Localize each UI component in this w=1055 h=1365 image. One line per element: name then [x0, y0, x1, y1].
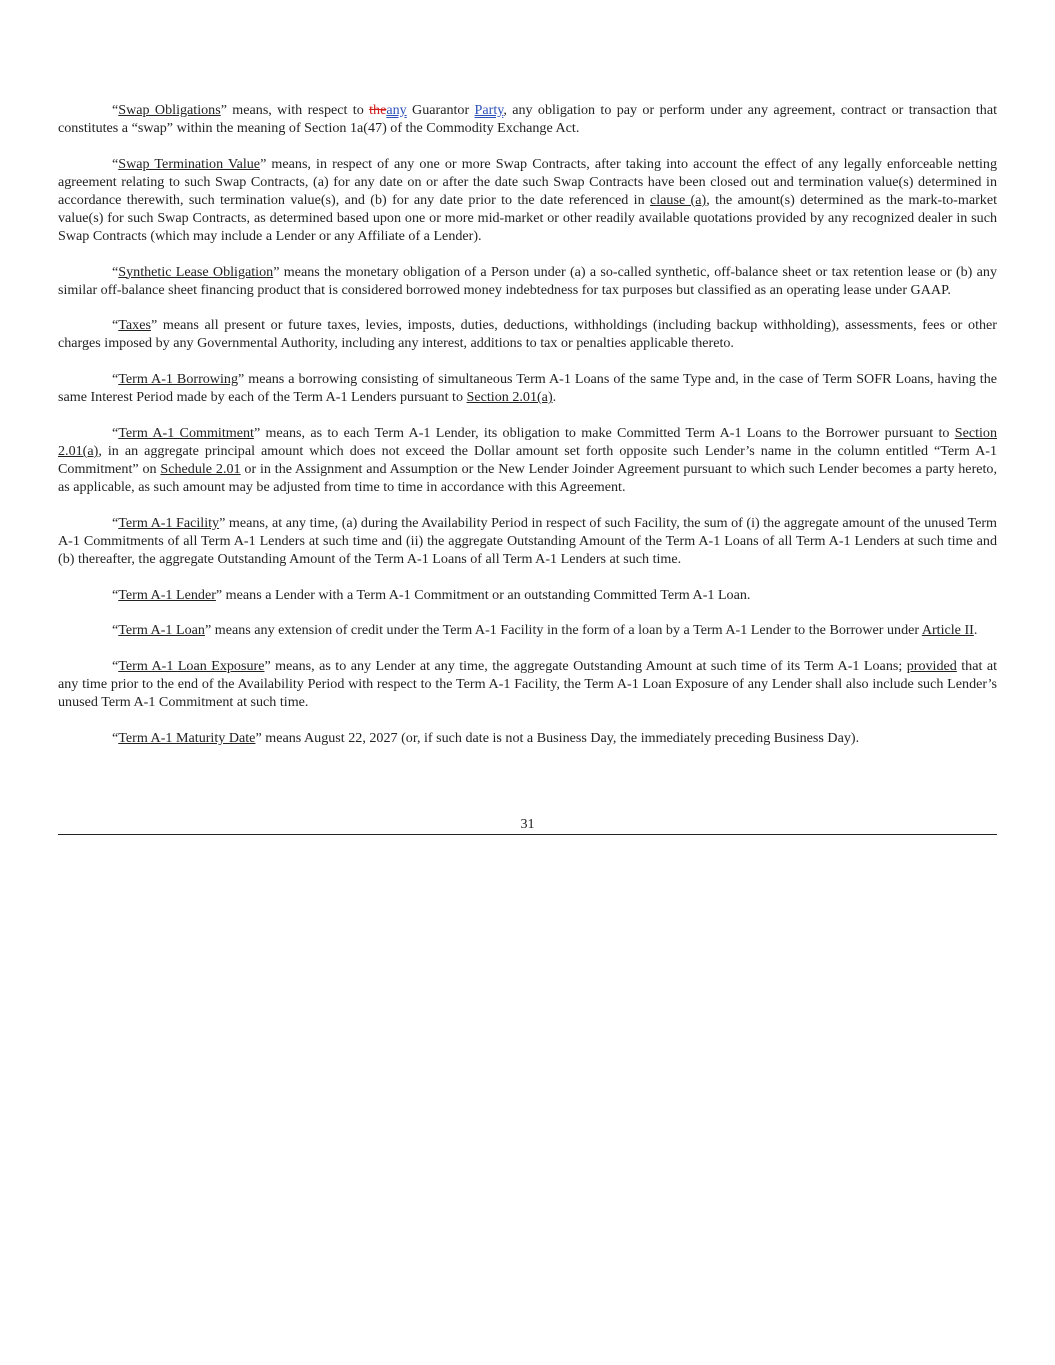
- text-run: “: [112, 102, 119, 118]
- text-run: ” means a Lender with a Term A-1 Commitment or an outstanding Committed Term A-1 Loan.: [215, 586, 751, 603]
- text-run: ” means any extension of credit under the Term A-1 Facility in the form of a loan by a Term A-1 Lender to the Borrower under: [204, 622, 922, 639]
- text-run: , the amount(s) determined as the mark-to-market value(s) for such Swap Contracts, as determined based upon one or more mid-market or other readily available quotations provided by any recognized dealer in such Swap Contracts (which may include a Lender or any Affiliate of a Lender).: [58, 191, 997, 244]
- definition-swap-obligations: [58, 101, 997, 137]
- text-run: Guarantor: [406, 102, 475, 118]
- text-run: ” means August 22, 2027 (or, if such date is not a Business Day, the immediately preceding Business Day).: [255, 729, 860, 746]
- cross-reference: clause (a): [649, 191, 707, 208]
- defined-term: Term A-1 Commitment: [118, 424, 254, 441]
- text-run: ” means, as to any Lender at any time, the aggregate Outstanding Amount at such time of its Term A-1 Loans;: [264, 658, 907, 675]
- text-run: or in the Assignment and Assumption or the New Lender Joinder Agreement pursuant to which such Lender becomes a party hereto, as applicable, as such amount may be adjusted from time to time in accordance with this Agreement.: [58, 460, 997, 495]
- defined-term: Term A-1 Facility: [118, 514, 220, 531]
- definition-swap-termination-value: [58, 155, 997, 245]
- text-run: “: [112, 424, 119, 441]
- definition-term-a1-loan: [58, 621, 997, 639]
- defined-term: Swap Obligations: [118, 102, 221, 118]
- definition-term-a1-maturity-date: [58, 729, 997, 747]
- text-run: “: [112, 622, 119, 639]
- definition-taxes: [58, 316, 997, 352]
- defined-term: Synthetic Lease Obligation: [118, 263, 274, 280]
- defined-term: Term A-1 Loan: [118, 622, 205, 639]
- defined-term: Term A-1 Loan Exposure: [118, 658, 265, 675]
- text-run: ” means the monetary obligation of a Person under (a) a so-called synthetic, off-balance sheet or tax retention lease or (b) any similar off-balance sheet financing product that is considered borrowed money indebtedness for tax purposes but classified as an operating lease under GAAP.: [58, 263, 997, 298]
- text-run: ” means, as to each Term A-1 Lender, its obligation to make Committed Term A-1 Loans to the Borrower pursuant to: [253, 424, 955, 441]
- defined-term: Term A-1 Lender: [118, 586, 216, 603]
- text-run: “: [112, 263, 119, 280]
- inserted-text: Party: [474, 102, 504, 118]
- cross-reference: Section 2.01(a): [466, 389, 553, 406]
- definition-synthetic-lease-obligation: [58, 263, 997, 299]
- text-run: .: [973, 622, 978, 639]
- definition-term-a1-commitment: [58, 424, 997, 496]
- defined-term: Term A-1 Maturity Date: [118, 729, 256, 746]
- page-number: 31: [520, 816, 535, 832]
- proviso-term: provided: [906, 658, 957, 675]
- text-run: “: [112, 317, 119, 334]
- text-run: “: [112, 729, 119, 746]
- defined-term: Swap Termination Value: [118, 155, 261, 172]
- text-run: “: [112, 658, 119, 675]
- definition-term-a1-lender: [58, 586, 997, 604]
- text-run: , any obligation to pay or perform under any agreement, contract or transaction that constitutes a “swap” within the meaning of Section 1a(47) of the Commodity Exchange Act.: [58, 102, 998, 136]
- cross-reference: Section 2.01(a): [58, 424, 998, 459]
- inserted-text: any: [386, 102, 407, 118]
- text-run: “: [112, 586, 119, 603]
- text-run: , in an aggregate principal amount which does not exceed the Dollar amount set forth opposite such Lender’s name in the column entitled “Term A-1 Commitment” on: [58, 442, 997, 477]
- text-run: “: [112, 155, 119, 172]
- cross-reference: Article II: [921, 622, 974, 639]
- defined-term: Taxes: [118, 317, 151, 334]
- text-run: ” means, with respect to: [220, 102, 370, 118]
- definition-term-a1-borrowing: [58, 370, 997, 406]
- text-run: ” means a borrowing consisting of simultaneous Term A-1 Loans of the same Type and, in the case of Term SOFR Loans, having the same Interest Period made by each of the Term A-1 Lenders pursuant to: [58, 371, 997, 406]
- deleted-text: the: [369, 102, 387, 118]
- text-run: that at any time prior to the end of the Availability Period with respect to the Term A-1 Facility, the Term A-1 Loan Exposure of any Lender shall also include such Lender’s unused Term A-1 Commitment at such time.: [58, 658, 997, 711]
- text-run: .: [552, 389, 557, 406]
- text-run: “: [112, 514, 119, 531]
- definition-term-a1-loan-exposure: [58, 657, 997, 711]
- document-body: [58, 101, 997, 765]
- defined-term: Term A-1 Borrowing: [118, 371, 238, 388]
- page-footer: [58, 815, 997, 835]
- text-run: ” means, in respect of any one or more Swap Contracts, after taking into account the effect of any legally enforceable netting agreement relating to such Swap Contracts, (a) for any date on or after the date such Swap Contracts have been closed out and termination value(s) determined in accordance therewith, such termination value(s), and (b) for any date prior to the date referenced in: [58, 155, 998, 208]
- cross-reference: Schedule 2.01: [160, 460, 241, 477]
- text-run: ” means all present or future taxes, levies, imposts, duties, deductions, withholdings (including backup withholding), assessments, fees or other charges imposed by any Governmental Authority, including any interest, additions to tax or penalties applicable thereto.: [58, 317, 997, 352]
- definition-term-a1-facility: [58, 514, 997, 568]
- text-run: “: [112, 371, 119, 388]
- text-run: ” means, at any time, (a) during the Availability Period in respect of such Facility, the sum of (i) the aggregate amount of the unused Term A-1 Commitments of all Term A-1 Lenders at such time and (ii) the aggregate Outstanding Amount of the Term A-1 Loans of all Term A-1 Lenders at such time and (b) thereafter, the aggregate Outstanding Amount of the Term A-1 Loans of all Term A-1 Lenders at such time.: [58, 514, 997, 567]
